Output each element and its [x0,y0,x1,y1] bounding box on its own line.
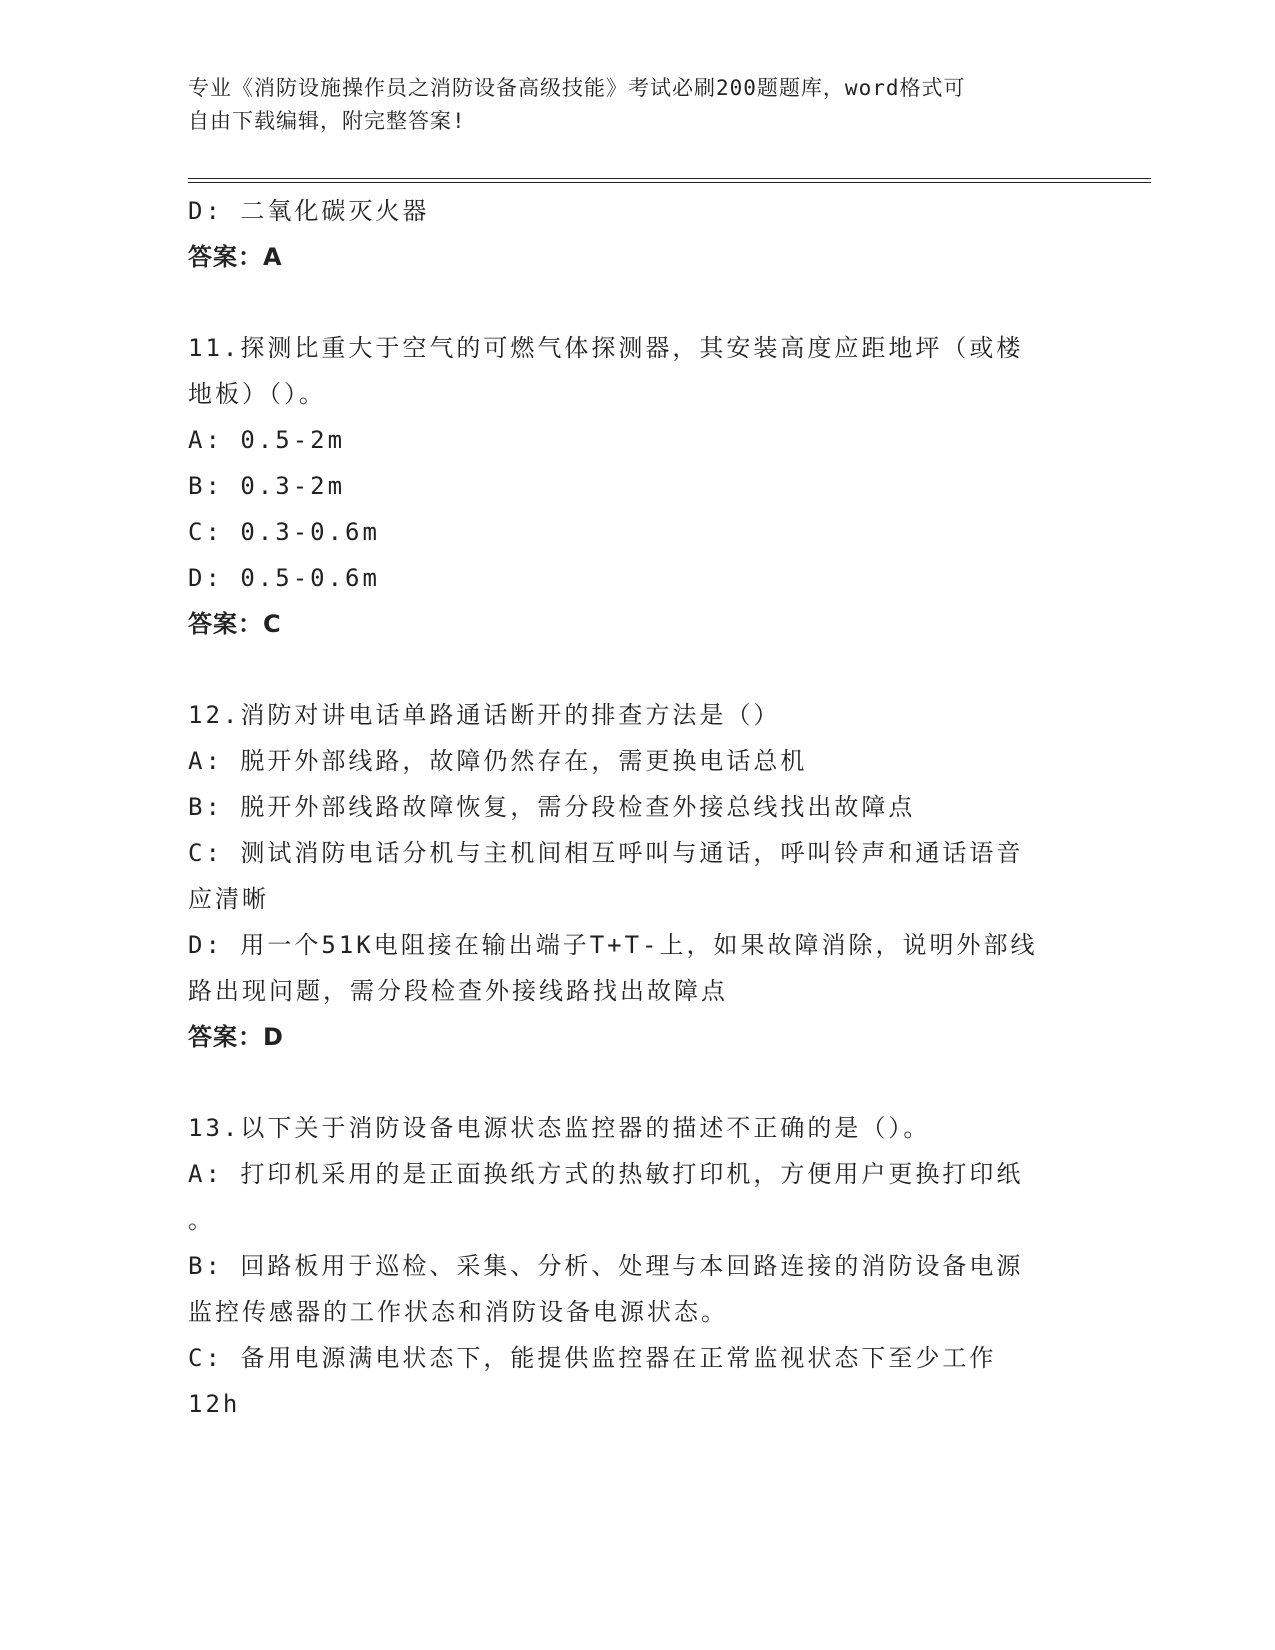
question-stem-continued: 地板）（）。 [188,380,326,408]
option-b: B: 0.3-2m [188,472,346,500]
option-b: B: 回路板用于巡检、采集、分析、处理与本回路连接的消防设备电源 [188,1252,1024,1280]
question-10 [188,188,1088,280]
option-a: A: 脱开外部线路，故障仍然存在，需更换电话总机 [188,747,808,775]
question-12 [188,692,1088,1060]
option-a: A: 0.5-2m [188,426,346,454]
question-13 [188,1105,1088,1427]
header-divider-top [188,178,1151,179]
option-c: C: 备用电源满电状态下，能提供监控器在正常监视状态下至少工作 [188,1344,997,1372]
answer: 答案：A [188,243,283,271]
option-d: D: 二氧化碳灭火器 [188,197,430,225]
option-b: B: 脱开外部线路故障恢复，需分段检查外接总线找出故障点 [188,793,916,821]
answer: 答案：C [188,610,282,638]
document-body [188,188,1088,1427]
option-c-continued: 12h [188,1390,241,1418]
option-b-continued: 监控传感器的工作状态和消防设备电源状态。 [188,1298,728,1326]
option-c: C: 测试消防电话分机与主机间相互呼叫与通话，呼叫铃声和通话语音 [188,839,1024,867]
spacer [188,647,1088,692]
option-c: C: 0.3-0.6m [188,518,380,546]
question-stem: 12.消防对讲电话单路通话断开的排查方法是（） [188,701,781,729]
question-11 [188,325,1088,647]
question-stem: 11.探测比重大于空气的可燃气体探测器，其安装高度应距地坪（或楼 [188,334,1024,362]
option-d: D: 用一个51K电阻接在输出端子T+T-上，如果故障消除，说明外部线 [188,931,1038,959]
option-a-continued: 。 [188,1206,215,1234]
option-c-continued: 应清晰 [188,885,269,913]
option-d: D: 0.5-0.6m [188,564,380,592]
question-stem: 13.以下关于消防设备电源状态监控器的描述不正确的是（）。 [188,1114,931,1142]
spacer [188,1060,1088,1105]
document-header [188,72,1088,138]
answer: 答案：D [188,1023,284,1051]
header-divider-bottom [188,182,1151,183]
header-line-1: 专业《消防设施操作员之消防设备高级技能》考试必刷200题题库，word格式可 [188,76,966,100]
header-line-2: 自由下载编辑，附完整答案! [188,109,466,133]
option-d-continued: 路出现问题，需分段检查外接线路找出故障点 [188,977,728,1005]
spacer [188,280,1088,325]
option-a: A: 打印机采用的是正面换纸方式的热敏打印机，方便用户更换打印纸 [188,1160,1024,1188]
